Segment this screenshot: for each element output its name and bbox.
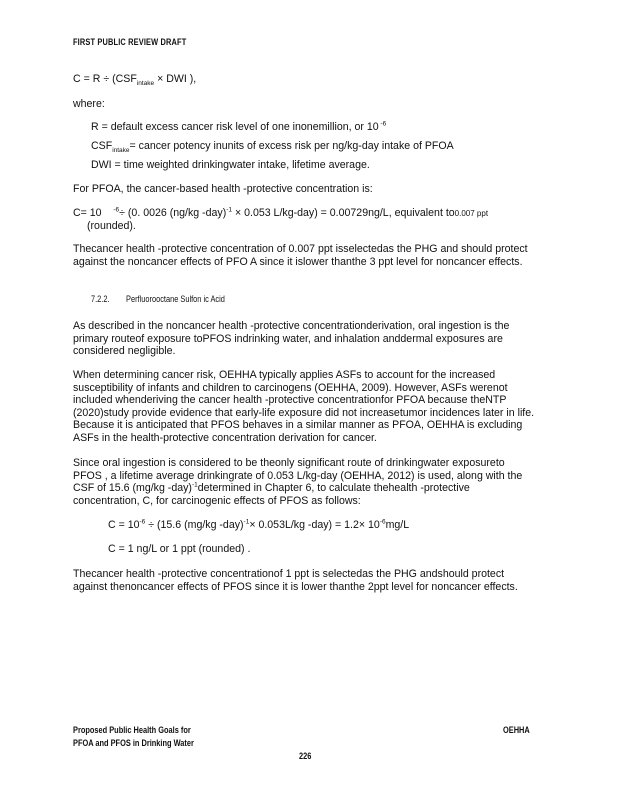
pfoa-calculation-rounded: (rounded). (87, 220, 136, 232)
pfoa-conclusion: Thecancer health -protective concentration of 0.007 ppt isselectedas the PHG and should protect against the noncancer effects of PFO A since it islower thanthe 3 ppt level for noncancer effects. (73, 243, 528, 268)
definition-csf: $CSF_{intake}=$ cancer potency inunits of excess risk per ng/kg-day intake of PFOA (91, 140, 454, 155)
definition-r: R = default excess cancer risk level of one inonemillion, or 10 $^{-6}$ (91, 120, 387, 133)
pfos-calculation-rounded: C = 1 ng/L or 1 ppt (rounded) . (108, 543, 251, 555)
definition-dwi: DWI = time weighted drinkingwater intake, lifetime average. (91, 159, 370, 171)
paragraph-noncancer-derivation: As described in the noncancer health -protective concentrationderivation, oral ingestion is the primary routeof exposure toPFOS indrinking water, and inhalation anddermal exposures are considered negligible. (73, 320, 510, 358)
formula-main: $C = R \div (CSF_{intake}$ × DWI ), (73, 73, 197, 88)
where-label: where: (73, 98, 105, 110)
paragraph-asf: When determining cancer risk, OEHHA typically applies ASFs to account for the increased susceptibility of infants and children to carcinogens (OEHHA, 2009). However, ASFs werenot included whenderiving the cancer health -protective concentrationfor PFOA because theNTP (2020)study provide evidence that early-life exposure did not increasetumor incidences later in life. Because it is anticipated that PFOS behaves in a similar manner as PFOA, OEHHA is excluding ASFs in the health-protective concentration derivation for cancer. (73, 369, 535, 444)
pfoa-calculation: C= 10 $^{-6}$÷ (0. 0026 (ng/kg -day)$^{-1}$ × 0.053 L/kg-day) = 0.00729ng/L, equivalent to0.007 ppt (73, 206, 489, 219)
section-heading: 7.2.2. Perfluorooctane Sulfon ic Acid (91, 294, 225, 305)
page-number: 226 (299, 751, 312, 762)
pfoa-intro: For PFOA, the cancer-based health -protective concentration is: (73, 183, 373, 195)
footer-title: Proposed Public Health Goals for PFOA and PFOS in Drinking Water (73, 725, 194, 749)
footer-agency: OEHHA (503, 725, 530, 736)
paragraph-oral-ingestion: Since oral ingestion is considered to be theonly significant route of drinkingwater exposureto PFOS , a lifetime average drinkingrate of 0.053 L/kg-day (OEHHA, 2012) is used, along with the CSF of 15.6 (mg/kg -day)$^{-1}$determined in Chapter 6, to calculate thehealth -protective concentration, C, for carcinogenic effects of PFOS as follows: (73, 457, 523, 507)
draft-header: FIRST PUBLIC REVIEW DRAFT (73, 37, 187, 48)
pfos-calculation: $C = 10^{-6} \div (15.6$ (mg/kg -day)$^{-1}$× 0.053L/kg $-day) = 1.2\times 10^{-6}mg/L$ (108, 518, 410, 531)
pfos-conclusion: Thecancer health -protective concentrationof 1 ppt is selectedas the PHG andshould protect against thenoncancer effects of PFOS since it is lower thanthe 2ppt level for noncancer effects. (73, 568, 518, 593)
